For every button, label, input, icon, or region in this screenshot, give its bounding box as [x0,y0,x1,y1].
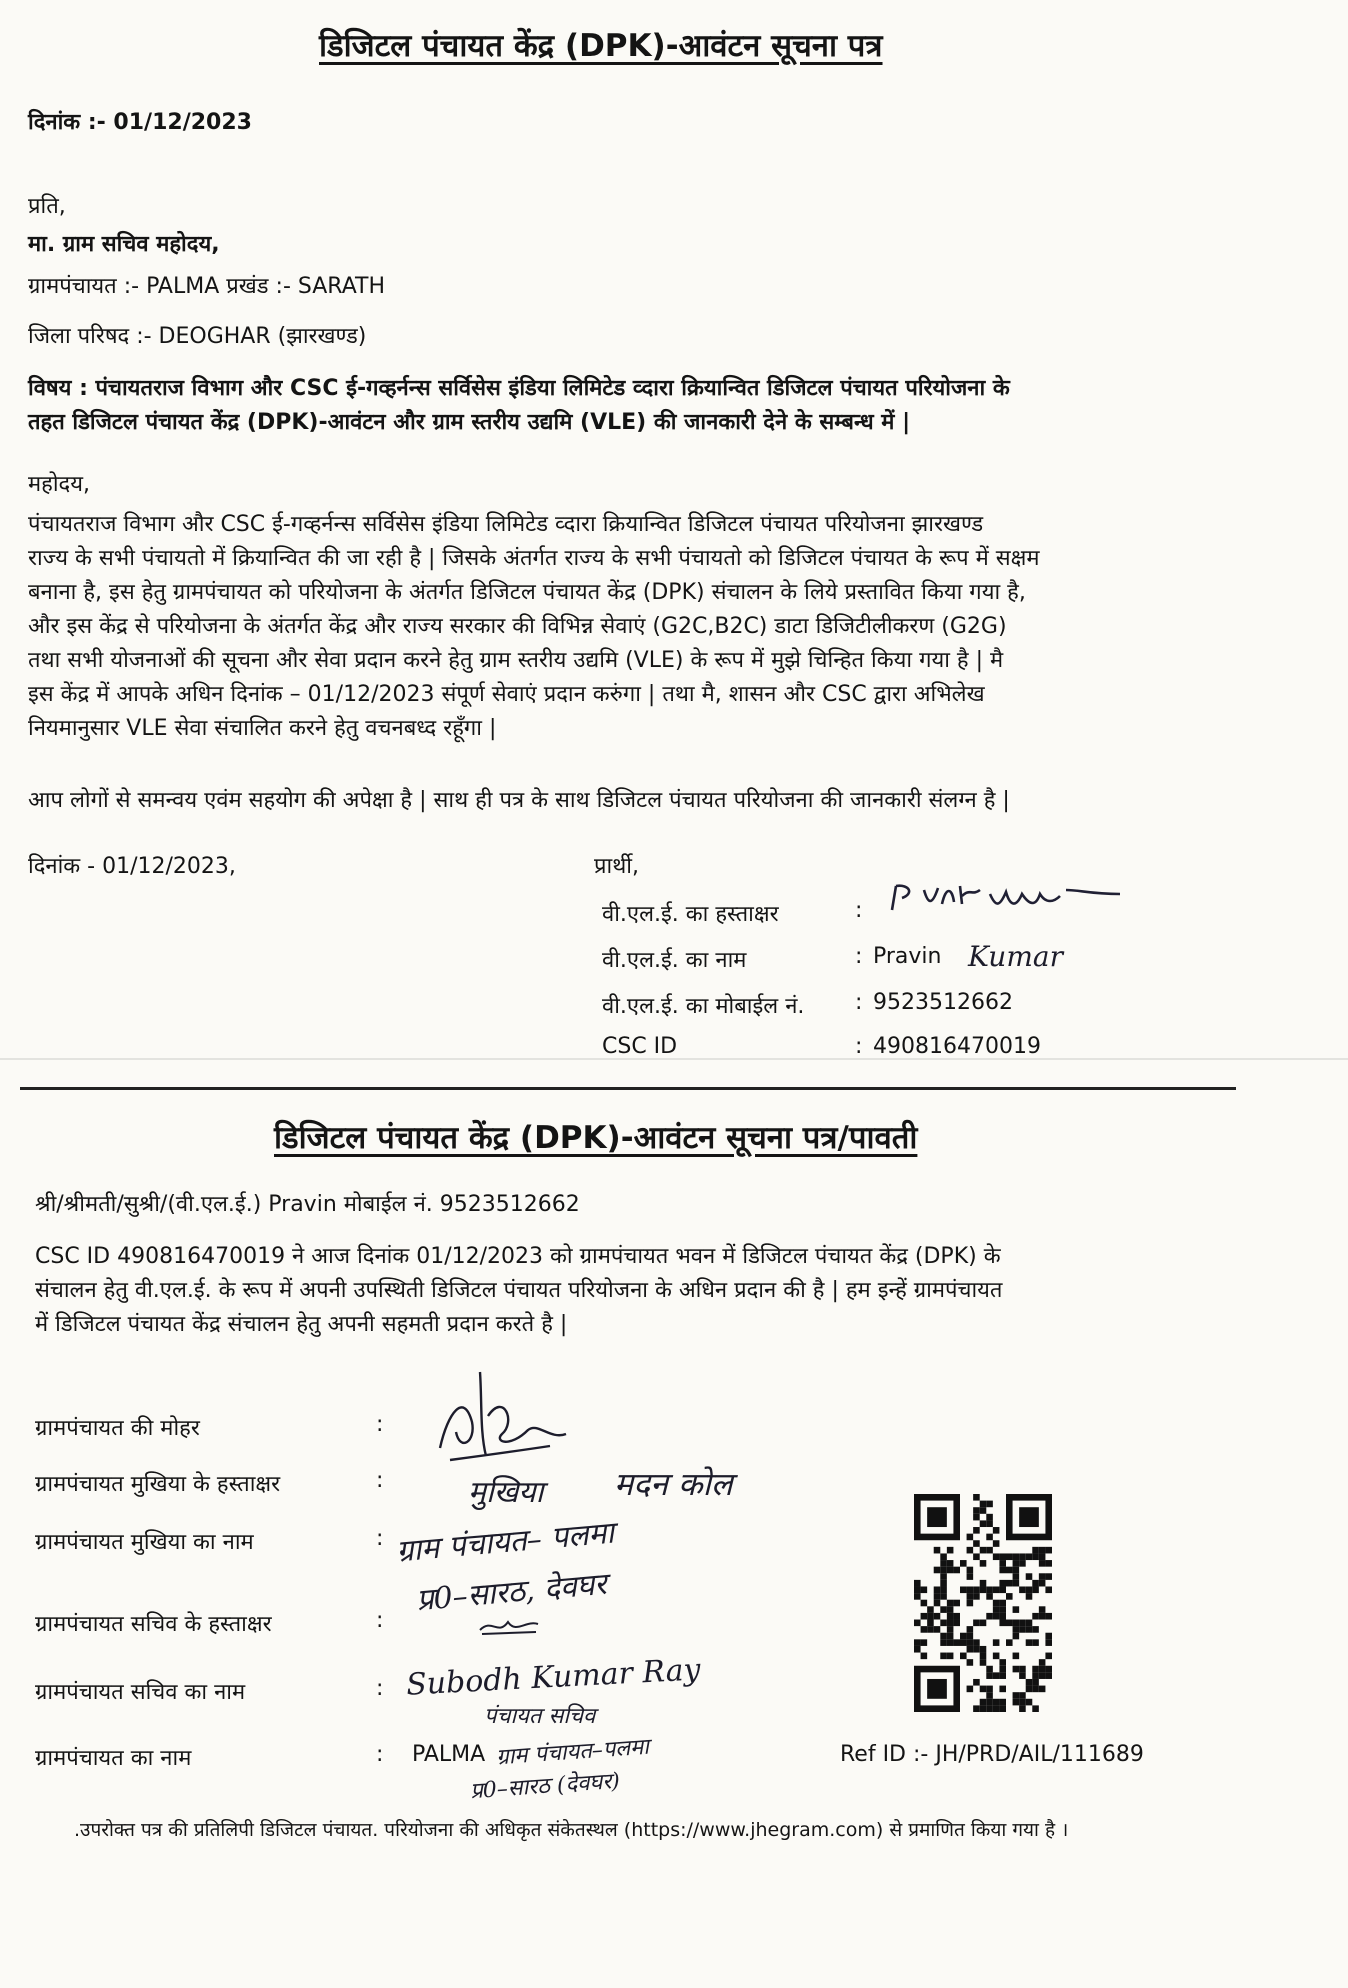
vle-name-colon: : [855,944,863,969]
subject [28,372,1010,440]
closing-line: आप लोगों से समन्वय एवंम सहयोग की अपेक्षा है | साथ ही पत्र के साथ डिजिटल पंचायत परियोजना की जानकारी संलग्न है | [28,788,1010,813]
receipt-body [35,1240,1002,1342]
body-line: नियमानुसार VLE सेवा संचालित करने हेतु वचनबध्द रहूँगा | [28,716,497,741]
field-label: ग्रामपंचायत मुखिया के हस्ताक्षर [35,1472,281,1497]
vle-name-value: Pravin [873,944,942,969]
ref-id: Ref ID :- JH/PRD/AIL/111689 [840,1742,1144,1767]
field-colon: : [376,1412,384,1437]
body-line: तथा सभी योजनाओं की सूचना और सेवा प्रदान करने हेतु ग्राम स्तरीय उद्यमि (VLE) के रूप में मुझे चिन्हित किया गया है | मै [28,648,1004,673]
receipt-body-line: CSC ID 490816470019 ने आज दिनांक 01/12/2023 को ग्रामपंचायत भवन में डिजिटल पंचायत केंद्र (DPK) के [35,1244,1001,1269]
section-divider [20,1087,1236,1090]
sign-date: दिनांक - 01/12/2023, [28,854,236,879]
vle-name-handwritten-suffix: Kumar [968,940,1063,973]
field-colon: : [376,1742,384,1767]
body-line: इस केंद्र में आपके अधिन दिनांक – 01/12/2023 संपूर्ण सेवाएं प्रदान करुंगा | तथा मै, शासन और CSC द्वारा अभिलेख [28,682,985,707]
receipt-vle-line: श्री/श्रीमती/सुश्री/(वी.एल.ई.) Pravin मोबाईल नं. 9523512662 [35,1192,580,1217]
field-colon: : [376,1608,384,1633]
vle-mobile-value: 9523512662 [873,990,1013,1015]
panchayat-name-value: PALMA [412,1742,486,1767]
field-label: ग्रामपंचायत का नाम [35,1746,192,1771]
csc-id-label: CSC ID [602,1034,678,1059]
vle-handwritten-signature [880,876,1160,926]
letter-body [28,508,1040,746]
receipt-body-line: में डिजिटल पंचायत केंद्र संचालन हेतु अपनी सहमती प्रदान करते है | [35,1312,568,1337]
field-colon: : [376,1526,384,1551]
receipt-title: डिजिटल पंचायत केंद्र (DPK)-आवंटन सूचना पत्र/पावती [274,1120,918,1156]
secretary-stamp-line: प्र0–सारठ (देवघर) [469,1768,621,1805]
body-line: राज्य के सभी पंचायतो में क्रियान्वित की जा रही है | जिसके अंतर्गत राज्य के सभी पंचायतो को डिजिटल पंचायत के रूप में सक्षम [28,546,1040,571]
vle-mobile-colon: : [855,990,863,1015]
field-label: ग्रामपंचायत सचिव का नाम [35,1680,246,1705]
secretary-name-handwritten: Subodh Kumar Ray [405,1652,702,1703]
field-label: ग्रामपंचायत सचिव के हस्ताक्षर [35,1612,272,1637]
letter-title: डिजिटल पंचायत केंद्र (DPK)-आवंटन सूचना पत्र [319,28,883,64]
field-colon: : [376,1468,384,1493]
salutation: महोदय, [28,472,90,497]
qr-code [914,1494,1052,1712]
subject-line: तहत डिजिटल पंचायत केंद्र (DPK)-आवंटन और ग्राम स्तरीय उद्यमि (VLE) की जानकारी देने के सम्बन्ध में | [28,410,911,435]
secretary-signature-initial [476,1610,546,1640]
footer-note: .उपरोक्त पत्र की प्रतिलिपी डिजिटल पंचायत. परियोजना की अधिकृत संकेतस्थल (https://www.jhegram.com) से प्रमाणित किया गया है । [74,1819,1069,1841]
vle-mobile-label: वी.एल.ई. का मोबाईल नं. [602,994,805,1019]
vle-name-label: वी.एल.ई. का नाम [602,948,747,973]
secretary-stamp-line: पंचायत सचिव [484,1704,596,1729]
csc-id-colon: : [855,1034,863,1059]
secretary-stamp-line: ग्राम पंचायत–पलमा [495,1734,650,1771]
field-label: ग्रामपंचायत की मोहर [35,1416,200,1441]
body-line: और इस केंद्र से परियोजना के अंतर्गत केंद्र और राज्य सरकार की विभिन्न सेवाएं (G2C,B2C) डाटा डिजिटीलीकरण (G2G) [28,614,1007,639]
csc-id-value: 490816470019 [873,1034,1041,1059]
subject-line: विषय : पंचायतराज विभाग और CSC ई-गव्हर्नन्स सर्विसेस इंडिया लिमिटेड व्दारा क्रियान्वित डिजिटल पंचायत परियोजना के [28,376,1010,401]
mukhiya-title-handwritten: मुखिया [468,1475,544,1510]
district-line: जिला परिषद :- DEOGHAR (झारखण्ड) [28,324,367,349]
body-line: पंचायतराज विभाग और CSC ई-गव्हर्नन्स सर्विसेस इंडिया लिमिटेड व्दारा क्रियान्वित डिजिटल पंचायत परियोजना झारखण्ड [28,512,984,537]
panchayat-block-line: ग्रामपंचायत :- PALMA प्रखंड :- SARATH [28,274,386,299]
receipt-body-line: संचालन हेतु वी.एल.ई. के रूप में अपनी उपस्थिती डिजिटल पंचायत परियोजना के अधिन प्रदान की है | हम इन्हें ग्रामपंचायत [35,1278,1003,1303]
mukhiya-stamp-line: प्र0–सारठ, देवघर [415,1566,608,1619]
applicant-label: प्रार्थी, [594,854,639,879]
prati-label: प्रति, [28,194,66,219]
field-label: ग्रामपंचायत मुखिया का नाम [35,1530,254,1555]
body-line: बनाना है, इस हेतु ग्रामपंचायत को परियोजना के अंतर्गत डिजिटल पंचायत केंद्र (DPK) संचालन के लिये प्रस्तावित किया गया है, [28,580,1026,605]
mukhiya-signature-scribble [420,1352,580,1482]
field-colon: : [376,1676,384,1701]
recipient: मा. ग्राम सचिव महोदय, [28,232,220,257]
letter-date: दिनांक :- 01/12/2023 [28,110,252,135]
vle-signature-label: वी.एल.ई. का हस्ताक्षर [602,902,779,927]
vle-signature-colon: : [855,898,863,923]
mukhiya-name-handwritten: मदन कोल [614,1465,733,1503]
mukhiya-stamp-line: ग्राम पंचायत– पलमा [395,1515,616,1570]
